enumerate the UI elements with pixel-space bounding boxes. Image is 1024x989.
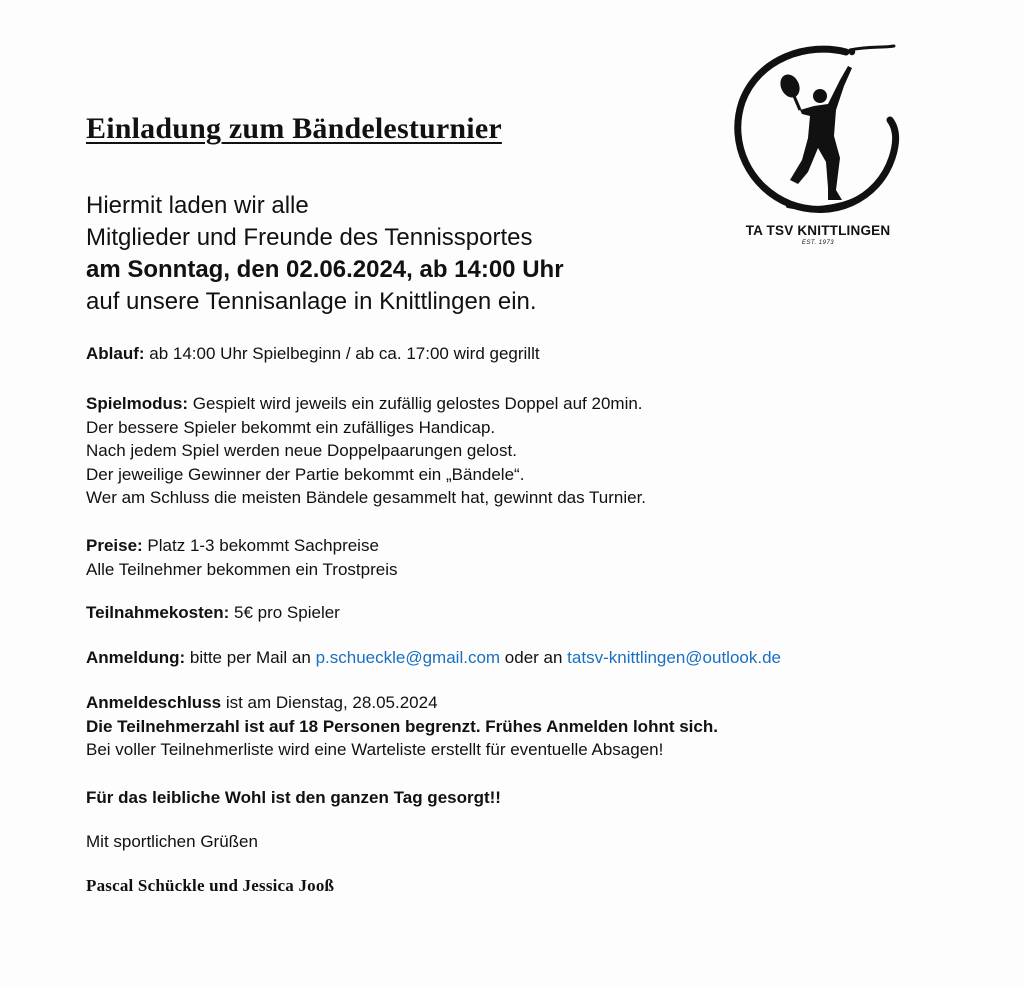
signature: Pascal Schückle und Jessica Jooß: [86, 876, 335, 895]
kosten-label: Teilnahmekosten:: [86, 603, 230, 622]
tennis-player-logo-icon: [728, 40, 908, 220]
club-logo: [728, 40, 908, 255]
anmeldung-text-or: oder an: [500, 648, 568, 667]
document-title: Einladung zum Bändelesturnier: [86, 112, 502, 145]
intro-block: [86, 190, 726, 318]
ablauf-label: Ablauf:: [86, 344, 145, 363]
spielmodus-text: Gespielt wird jeweils ein zufällig gelostes Doppel auf 20min.: [188, 394, 643, 413]
waitlist-line: Bei voller Teilnehmerliste wird eine Warteliste erstellt für eventuelle Absagen!: [86, 740, 664, 759]
participant-limit-line: Die Teilnehmerzahl ist auf 18 Personen begrenzt. Frühes Anmelden lohnt sich.: [86, 716, 718, 736]
anmeldeschluss-section: [86, 691, 936, 762]
greeting-section: [86, 830, 936, 854]
catering-line: Für das leibliche Wohl ist den ganzen Tag gesorgt!!: [86, 788, 501, 807]
kosten-text: 5€ pro Spieler: [229, 603, 340, 622]
anmeldung-section: [86, 646, 936, 670]
spielmodus-section: [86, 392, 936, 510]
ablauf-section: [86, 342, 936, 366]
email-link-secondary[interactable]: tatsv-knittlingen@outlook.de: [567, 648, 781, 667]
intro-line-4: auf unsere Tennisanlage in Knittlingen ein.: [86, 288, 537, 315]
ablauf-text: ab 14:00 Uhr Spielbeginn / ab ca. 17:00 wird gegrillt: [144, 344, 540, 363]
preise-section: [86, 534, 936, 581]
spielmodus-line: Wer am Schluss die meisten Bändele gesammelt hat, gewinnt das Turnier.: [86, 488, 647, 507]
greeting-line: Mit sportlichen Grüßen: [86, 832, 258, 851]
preise-line-2: Alle Teilnehmer bekommen ein Trostpreis: [86, 559, 398, 579]
spielmodus-line: Der bessere Spieler bekommt ein zufälliges Handicap.: [86, 417, 496, 437]
intro-line-1: Hiermit laden wir alle: [86, 192, 309, 219]
email-link-primary[interactable]: p.schueckle@gmail.com: [315, 648, 501, 667]
anmeldung-label: Anmeldung:: [86, 648, 186, 667]
intro-line-2: Mitglieder und Freunde des Tennissportes: [86, 224, 533, 251]
spielmodus-label: Spielmodus:: [86, 394, 189, 413]
kosten-section: [86, 601, 936, 625]
spielmodus-line: Der jeweilige Gewinner der Partie bekommt ein „Bändele“.: [86, 464, 525, 484]
club-name: TA TSV KNITTLINGEN: [745, 223, 891, 238]
spielmodus-line: Nach jedem Spiel werden neue Doppelpaarungen gelost.: [86, 441, 517, 460]
anmeldeschluss-label: Anmeldeschluss: [86, 693, 222, 712]
event-date-line: am Sonntag, den 02.06.2024, ab 14:00 Uhr: [86, 256, 564, 283]
anmeldeschluss-text: ist am Dienstag, 28.05.2024: [221, 693, 438, 712]
anmeldung-text: bitte per Mail an: [185, 648, 316, 667]
club-established: EST. 1973: [801, 240, 835, 246]
preise-text: Platz 1-3 bekommt Sachpreise: [142, 536, 379, 555]
preise-label: Preise:: [86, 536, 143, 555]
wohl-section: [86, 786, 936, 810]
